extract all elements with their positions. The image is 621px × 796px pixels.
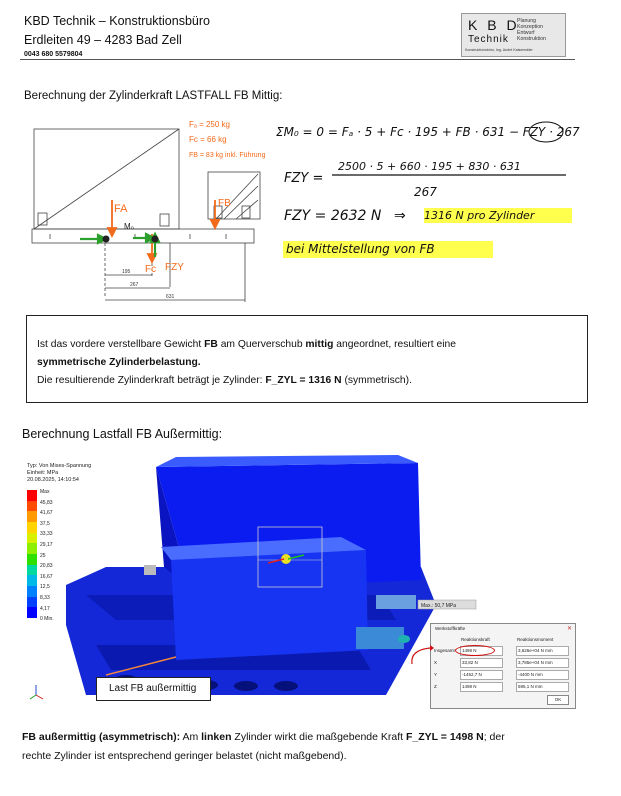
company-address: Erdleiten 49 – 4283 Bad Zell bbox=[24, 33, 182, 47]
legend-value: 8,33 bbox=[40, 594, 50, 601]
pivot-cylinder bbox=[152, 236, 159, 243]
dialog-row-label: Insgesamt bbox=[434, 648, 455, 653]
note-line-2: symmetrische Zylinderbelastung. bbox=[37, 357, 201, 368]
reaction-force-dialog bbox=[430, 623, 576, 709]
dialog-title: Werkstoffkräfte bbox=[435, 626, 466, 631]
label-m0: M₀ bbox=[124, 222, 134, 231]
legend-value: 37,5 bbox=[40, 520, 50, 527]
dialog-row-label: X bbox=[434, 660, 438, 665]
svg-text:195: 195 bbox=[122, 269, 131, 275]
logo-letters-bottom: Technik bbox=[468, 34, 509, 45]
sketch-diagonal bbox=[34, 129, 179, 229]
dialog-ok-button[interactable]: OK bbox=[547, 695, 569, 705]
legend-value: 29,17 bbox=[40, 541, 53, 548]
dialog-row-label: Y bbox=[434, 672, 438, 677]
dialog-row-moment: 3,785e+04 N mm bbox=[516, 658, 569, 668]
legend-value: 0 Min. bbox=[40, 616, 54, 623]
equation-moment: ΣM₀ = 0 = Fₐ · 5 + Fc · 195 + FB · 631 − FZY · 267 bbox=[276, 125, 580, 139]
legend-value: 33,33 bbox=[40, 531, 53, 538]
company-logo bbox=[461, 13, 566, 57]
svg-text:631: 631 bbox=[166, 294, 175, 300]
svg-text:267: 267 bbox=[130, 282, 139, 288]
company-phone: 0043 680 5579804 bbox=[24, 51, 83, 58]
logo-tagline: Konstruktionsbüro, Ing. Andrè Kaiseredder bbox=[465, 48, 533, 52]
fem-legend-header: Typ: Von Mises-Spannung Einheit: MPa 20.08.2025, 14:10:54 bbox=[27, 463, 92, 483]
legend-value: 16,67 bbox=[40, 573, 53, 580]
label-fb: FB bbox=[218, 198, 231, 209]
legend-max: Max bbox=[40, 489, 50, 495]
logo-services: Planung Konzeption Entwurf Konstruktion bbox=[517, 18, 546, 42]
dialog-pointer-arrow bbox=[404, 628, 434, 668]
dialog-row-force: 1498 N bbox=[460, 646, 503, 656]
conclusion-line-1: FB außermittig (asymmetrisch): Am linken Zylinder wirkt die maßgebende Kraft F_ZYL = 1498 N; der bbox=[22, 731, 505, 743]
dialog-row-force: 1498 N bbox=[460, 682, 503, 692]
note-line-3: Die resultierende Zylinderkraft beträgt je Zylinder: F_ZYL = 1316 N (symmetrisch). bbox=[37, 375, 412, 386]
dialog-row-label: Z bbox=[434, 684, 437, 689]
dialog-row-force: -1452,7 N bbox=[460, 670, 503, 680]
fem-max-tag: Max.: 50,7 MPa bbox=[421, 603, 457, 609]
label-fa: FA bbox=[114, 203, 128, 215]
technical-sketch bbox=[30, 112, 270, 308]
legend-value: 4,17 bbox=[40, 605, 50, 612]
dialog-row-moment: 3,626e+04 N mm bbox=[516, 646, 569, 656]
fem-cylinder-left bbox=[356, 627, 404, 649]
dialog-col-moment: Reaktionsmoment bbox=[517, 637, 554, 642]
legend-value: 45,83 bbox=[40, 499, 53, 506]
header-divider bbox=[20, 59, 575, 60]
equation-denominator: 267 bbox=[414, 185, 437, 199]
svg-text:Fc = 66 kg: Fc = 66 kg bbox=[189, 135, 227, 144]
equation-fzy-result: FZY = 2632 N bbox=[284, 208, 382, 224]
section1-title: Berechnung der Zylinderkraft LASTFALL FB Mittig: bbox=[24, 90, 283, 102]
dialog-row-moment: 595,1 N mm bbox=[516, 682, 569, 692]
equation-per-cylinder: 1316 N pro Zylinder bbox=[424, 209, 535, 222]
callout-load-fb: Last FB außermittig bbox=[96, 677, 211, 701]
dialog-col-force: Reaktionskraft bbox=[461, 637, 490, 642]
legend-value: 25 bbox=[40, 552, 46, 559]
pivot-m0 bbox=[103, 236, 110, 243]
sketch-base bbox=[32, 229, 254, 243]
equation-numerator: 2500 · 5 + 660 · 195 + 830 · 631 bbox=[338, 160, 521, 173]
legend-value: 12,5 bbox=[40, 584, 50, 591]
conclusion-line-2: rechte Zylinder ist entsprechend geringer belastet (nicht maßgebend). bbox=[22, 750, 347, 762]
handwritten-equations bbox=[276, 112, 596, 272]
svg-text:⇒: ⇒ bbox=[394, 208, 406, 224]
logo-letters-top: K B D bbox=[468, 17, 520, 33]
highlight-total-force bbox=[455, 645, 495, 656]
dialog-row-force: 33,82 N bbox=[460, 658, 503, 668]
legend-value: 41,67 bbox=[40, 510, 53, 517]
svg-text:FB = 83 kg inkl. Führung: FB = 83 kg inkl. Führung bbox=[189, 152, 266, 159]
svg-text:Fₐ = 250 kg: Fₐ = 250 kg bbox=[189, 120, 230, 129]
label-fzy: FZY bbox=[165, 262, 184, 273]
equation-fzy-lhs: FZY = bbox=[284, 171, 324, 186]
close-icon[interactable]: ✕ bbox=[566, 626, 572, 632]
fem-weight-fb bbox=[171, 550, 368, 660]
section2-title: Berechnung Lastfall FB Außermittig: bbox=[22, 427, 223, 441]
company-name: KBD Technik – Konstruktionsbüro bbox=[24, 14, 210, 28]
note-line-1: Ist das vordere verstellbare Gewicht FB am Querverschub mittig angeordnet, resultiert eine bbox=[37, 339, 456, 350]
legend-value: 20,83 bbox=[40, 563, 53, 570]
equation-note: bei Mittelstellung von FB bbox=[286, 242, 435, 256]
dialog-row-moment: -4400 N mm bbox=[516, 670, 569, 680]
label-fc: Fc bbox=[145, 264, 157, 275]
conclusion-text bbox=[22, 728, 602, 766]
result-note-box bbox=[26, 315, 588, 403]
